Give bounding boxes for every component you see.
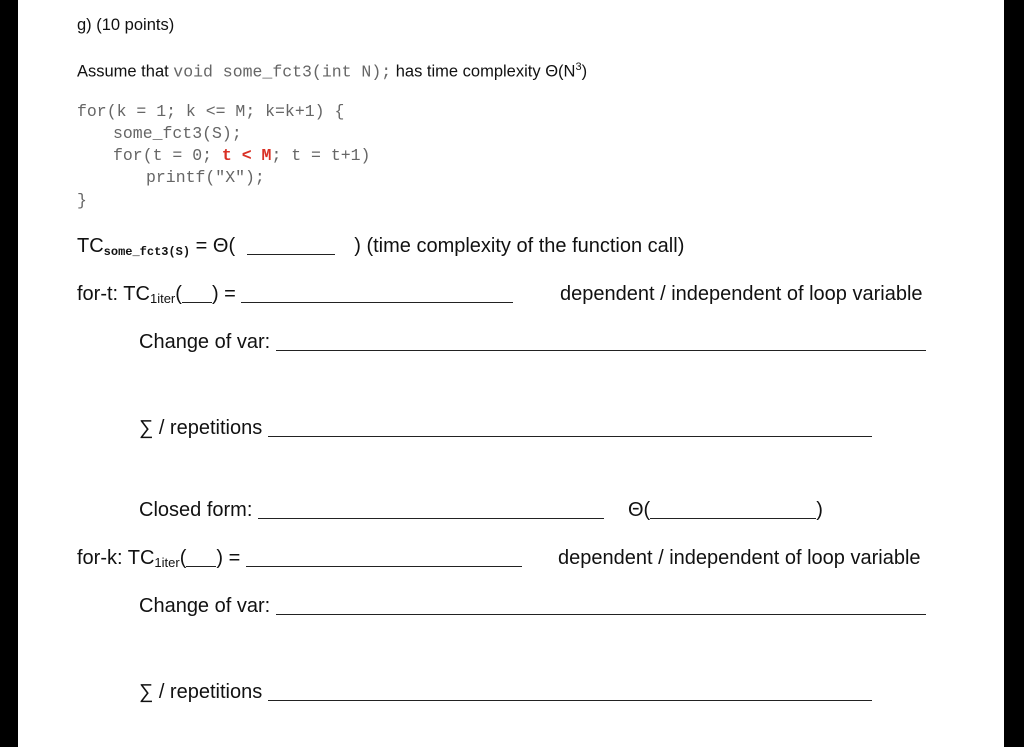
code-line-3 bbox=[113, 145, 370, 167]
for-t-paren-open: ( bbox=[175, 283, 182, 305]
for-k-sum-icon: ∑ bbox=[139, 681, 154, 703]
for-t-paren-close: ) = bbox=[211, 283, 242, 305]
tc-call-prefix: TC bbox=[77, 235, 104, 257]
assumption-line bbox=[77, 61, 587, 82]
code-line-3-end: ; t = t+1) bbox=[271, 146, 371, 165]
for-t-repetitions-line bbox=[139, 417, 872, 440]
code-line-3-start: for(t = 0; bbox=[113, 146, 222, 165]
for-k-repetitions-line bbox=[139, 681, 872, 704]
for-t-label: for-t: TC bbox=[77, 283, 150, 305]
for-t-dependency: dependent / independent of loop variable bbox=[560, 283, 923, 305]
for-k-change-of-var-line bbox=[139, 595, 926, 618]
for-k-repetitions-blank[interactable] bbox=[268, 681, 872, 701]
for-t-theta-open: Θ( bbox=[628, 499, 651, 521]
assumption-exponent: 3 bbox=[575, 61, 582, 73]
question-heading: g) (10 points) bbox=[77, 16, 175, 34]
for-k-repetitions-label: / repetitions bbox=[153, 681, 263, 703]
code-line-4: printf("X"); bbox=[146, 168, 265, 187]
for-t-closed-form-blank[interactable] bbox=[258, 499, 604, 519]
code-line-3-condition: t < M bbox=[221, 146, 272, 165]
tc-call-answer-blank[interactable] bbox=[247, 235, 335, 255]
for-k-dependency: dependent / independent of loop variable bbox=[558, 547, 921, 569]
tc-call-line bbox=[77, 235, 684, 259]
for-k-tc-blank[interactable] bbox=[246, 547, 522, 567]
for-t-arg-blank[interactable] bbox=[182, 283, 212, 303]
for-t-subscript: 1iter bbox=[149, 291, 176, 306]
code-line-1: for(k = 1; k <= M; k=k+1) { bbox=[77, 102, 345, 121]
for-t-closed-form-line bbox=[139, 499, 604, 522]
for-k-paren-close: ) = bbox=[216, 547, 246, 569]
for-t-change-of-var-line bbox=[139, 331, 926, 354]
for-t-change-of-var-label: Change of var: bbox=[139, 331, 271, 353]
tc-call-mid: = Θ( bbox=[190, 235, 241, 257]
for-k-subscript: 1iter bbox=[154, 555, 180, 570]
code-line-2: some_fct3(S); bbox=[113, 124, 242, 143]
assumption-close: ) bbox=[581, 62, 588, 81]
for-t-change-of-var-blank[interactable] bbox=[276, 331, 926, 351]
tc-call-close: ) bbox=[348, 235, 361, 257]
assumption-suffix: has time complexity Θ(N bbox=[391, 62, 576, 81]
for-k-label: for-k: TC bbox=[77, 547, 155, 569]
for-t-closed-form-label: Closed form: bbox=[139, 499, 253, 521]
for-t-tc-line bbox=[77, 283, 513, 306]
for-t-sum-icon: ∑ bbox=[139, 417, 154, 439]
for-k-change-of-var-blank[interactable] bbox=[276, 595, 926, 615]
for-k-paren-open: ( bbox=[179, 547, 187, 569]
tc-call-note: (time complexity of the function call) bbox=[360, 235, 685, 257]
assumption-prefix: Assume that bbox=[77, 62, 174, 81]
right-page-edge bbox=[1004, 0, 1024, 747]
for-t-repetitions-blank[interactable] bbox=[268, 417, 872, 437]
for-k-change-of-var-label: Change of var: bbox=[139, 595, 271, 617]
for-t-theta-line bbox=[628, 499, 823, 522]
for-t-repetitions-label: / repetitions bbox=[153, 417, 263, 439]
for-k-arg-blank[interactable] bbox=[186, 547, 216, 567]
for-t-tc-blank[interactable] bbox=[241, 283, 513, 303]
for-t-theta-blank[interactable] bbox=[650, 499, 816, 519]
for-k-tc-line bbox=[77, 547, 522, 570]
for-t-theta-close: ) bbox=[816, 499, 823, 521]
tc-call-subscript: some_fct3(S) bbox=[103, 245, 191, 259]
assumption-code: void some_fct3(int N); bbox=[173, 62, 392, 82]
code-line-5: } bbox=[77, 191, 87, 210]
left-page-edge bbox=[0, 0, 18, 747]
